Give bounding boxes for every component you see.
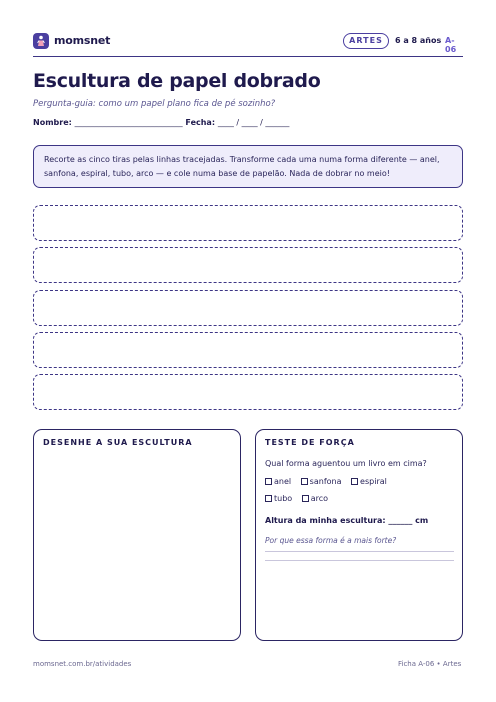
age-range: 6 a 8 años xyxy=(395,36,442,45)
subject-badge: ARTES xyxy=(343,33,389,49)
cut-strip-2[interactable] xyxy=(33,247,463,283)
option-espiral[interactable]: espiral xyxy=(351,477,387,486)
options-row-1 xyxy=(265,477,394,486)
cut-strip-5[interactable] xyxy=(33,374,463,410)
brand-name: momsnet xyxy=(54,34,111,47)
option-arco[interactable]: arco xyxy=(302,494,328,503)
footer-url[interactable]: momsnet.com.br/atividades xyxy=(33,660,132,668)
instructions-box: Recorte as cinco tiras pelas linhas tracejadas. Transforme cada uma numa forma diferente — anel, sanfona, espiral, tubo, arco — e cole numa base de papelão. Nada de dobrar no meio! xyxy=(33,145,463,188)
checkbox-icon[interactable] xyxy=(265,478,272,485)
name-field[interactable]: ___________________________ xyxy=(74,118,183,127)
name-date-line xyxy=(33,118,289,127)
sheet-code: A-06 xyxy=(445,36,457,54)
option-tubo[interactable]: tubo xyxy=(265,494,292,503)
why-prompt: Por que essa forma é a mais forte? xyxy=(265,536,397,545)
height-field[interactable]: ______ xyxy=(388,516,413,525)
date-field[interactable]: ____ / ____ / ______ xyxy=(217,118,290,127)
cut-strip-4[interactable] xyxy=(33,332,463,368)
page-title: Escultura de papel dobrado xyxy=(33,70,321,92)
strength-question: Qual forma aguentou um livro em cima? xyxy=(265,459,427,468)
strength-card-heading: TESTE DE FORÇA xyxy=(265,438,355,447)
checkbox-icon[interactable] xyxy=(351,478,358,485)
header-divider xyxy=(33,56,463,57)
draw-sculpture-card[interactable] xyxy=(33,429,241,641)
height-label: Altura da minha escultura: xyxy=(265,516,386,525)
strength-test-card xyxy=(255,429,463,641)
cut-strip-1[interactable] xyxy=(33,205,463,241)
name-label: Nombre: xyxy=(33,118,72,127)
height-unit: cm xyxy=(415,516,429,525)
checkbox-icon[interactable] xyxy=(265,495,272,502)
checkbox-icon[interactable] xyxy=(302,495,309,502)
sculpture-height-line xyxy=(265,516,428,525)
guiding-question: Pergunta-guia: como um papel plano fica de pé sozinho? xyxy=(33,99,276,109)
momsnet-figure-icon xyxy=(33,33,49,49)
cut-strip-3[interactable] xyxy=(33,290,463,326)
option-anel[interactable]: anel xyxy=(265,477,291,486)
option-sanfona[interactable]: sanfona xyxy=(301,477,342,486)
options-row-2 xyxy=(265,494,335,503)
footer-sheet-info: Ficha A-06 • Artes xyxy=(398,660,462,668)
answer-line-1[interactable] xyxy=(265,551,454,552)
draw-card-heading: DESENHE A SUA ESCULTURA xyxy=(43,438,193,447)
date-label: Fecha: xyxy=(185,118,216,127)
checkbox-icon[interactable] xyxy=(301,478,308,485)
page-header xyxy=(33,32,463,52)
answer-line-2[interactable] xyxy=(265,560,454,561)
